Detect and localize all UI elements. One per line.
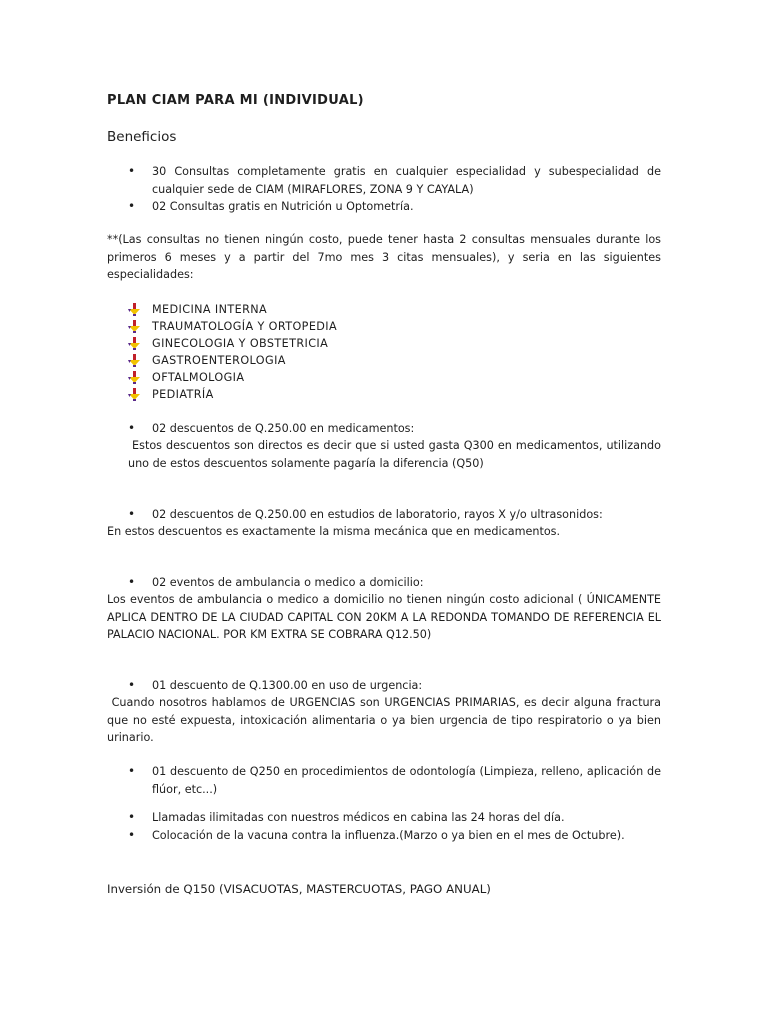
consultation-note: **(Las consultas no tienen ningún costo, puede tener hasta 2 consultas mensuales durante los primeros 6 meses y a partir del 7mo mes 3 citas mensuales), y seria en las siguientes especialidades: (107, 233, 661, 281)
bullet-dot-icon: • (128, 575, 136, 589)
list-item-text: 02 descuentos de Q.250.00 en estudios de laboratorio, rayos X y/o ultrasonidos: (152, 508, 603, 521)
meds-detail-text: Estos descuentos son directos es decir que si usted gasta Q300 en medicamentos, utilizando uno de estos descuentos solamente pagaría la diferencia (Q50) (128, 439, 662, 470)
list-item (128, 420, 661, 438)
lab-bullet (128, 506, 661, 524)
list-item (128, 574, 661, 592)
list-item (128, 809, 661, 827)
list-item (128, 301, 337, 318)
arrow-bullet-icon (128, 388, 141, 401)
meds-detail (128, 437, 661, 472)
arrow-bullet-icon (128, 303, 141, 316)
bullet-dot-icon: • (128, 678, 136, 692)
urgency-bullet (128, 677, 661, 695)
list-item-text: Llamadas ilimitadas con nuestros médicos en cabina las 24 horas del día. (152, 811, 565, 824)
lab-detail: En estos descuentos es exactamente la misma mecánica que en medicamentos. (107, 525, 561, 538)
urgency-detail-text: Cuando nosotros hablamos de URGENCIAS son URGENCIAS PRIMARIAS, es decir alguna fractura que no esté expuesta, intoxicación alimentaria o ya bien urgencia de tipo respiratorio o ya bien urinario. (107, 696, 662, 744)
section-heading-beneficios: Beneficios (107, 129, 177, 145)
arrow-bullet-icon (128, 354, 141, 367)
arrow-bullet-icon (128, 320, 141, 333)
bullet-dot-icon: • (128, 421, 136, 435)
list-item (128, 163, 661, 198)
bullet-dot-icon: • (128, 810, 136, 824)
list-item (128, 369, 337, 386)
list-item (128, 827, 661, 845)
specialty-label: GINECOLOGIA Y OBSTETRICIA (152, 337, 329, 350)
list-item (128, 763, 661, 798)
bullet-dot-icon: • (128, 764, 136, 778)
specialty-label: PEDIATRÍA (152, 388, 214, 401)
ambulance-bullet (128, 574, 661, 592)
list-item-text: Colocación de la vacuna contra la influenza.(Marzo o ya bien en el mes de Octubre). (152, 828, 625, 842)
benefits-list-bottom (128, 763, 661, 844)
list-item-text: 02 descuentos de Q.250.00 en medicamentos: (152, 422, 415, 435)
specialty-label: OFTALMOLOGIA (152, 371, 245, 384)
list-item (128, 198, 661, 216)
benefits-list-top (128, 163, 661, 216)
list-item (128, 335, 337, 352)
list-item-text: 02 Consultas gratis en Nutrición u Optometría. (152, 200, 414, 213)
arrow-bullet-icon (128, 371, 141, 384)
list-item-text: 30 Consultas completamente gratis en cualquier especialidad y subespecialidad de cualquier sede de CIAM (MIRAFLORES, ZONA 9 Y CAYALA) (152, 165, 661, 196)
specialty-label: MEDICINA INTERNA (152, 303, 268, 316)
page-title: PLAN CIAM PARA MI (INDIVIDUAL) (107, 93, 364, 108)
specialty-label: GASTROENTEROLOGIA (152, 354, 286, 367)
investment-line: Inversión de Q150 (VISACUOTAS, MASTERCUOTAS, PAGO ANUAL) (107, 882, 491, 896)
specialties-list (128, 301, 337, 403)
list-item (128, 386, 337, 403)
bullet-dot-icon: • (128, 507, 136, 521)
specialty-label: TRAUMATOLOGÍA Y ORTOPEDIA (152, 320, 338, 333)
bullet-dot-icon: • (128, 164, 136, 178)
list-item (128, 352, 337, 369)
list-item (128, 677, 661, 695)
ambulance-detail: Los eventos de ambulancia o medico a domicilio no tienen ningún costo adicional ( ÚNICAMENTE APLICA DENTRO DE LA CIUDAD CAPITAL CON 20KM A LA REDONDA TOMANDO DE REFERENCIA EL PALACIO NACIONAL. POR KM EXTRA SE COBRARA Q12.50) (107, 593, 661, 641)
arrow-bullet-icon (128, 337, 141, 350)
list-item (128, 318, 337, 335)
bullet-dot-icon: • (128, 827, 136, 842)
urgency-detail (107, 694, 661, 747)
list-item-text: 01 descuento de Q250 en procedimientos de odontología (Limpieza, relleno, aplicación de flúor, etc...) (152, 765, 661, 796)
list-item-text: 02 eventos de ambulancia o medico a domicilio: (152, 576, 424, 589)
bullet-dot-icon: • (128, 199, 136, 213)
list-item-text: 01 descuento de Q.1300.00 en uso de urgencia: (152, 679, 423, 692)
list-item (128, 506, 661, 524)
meds-bullet (128, 420, 661, 438)
